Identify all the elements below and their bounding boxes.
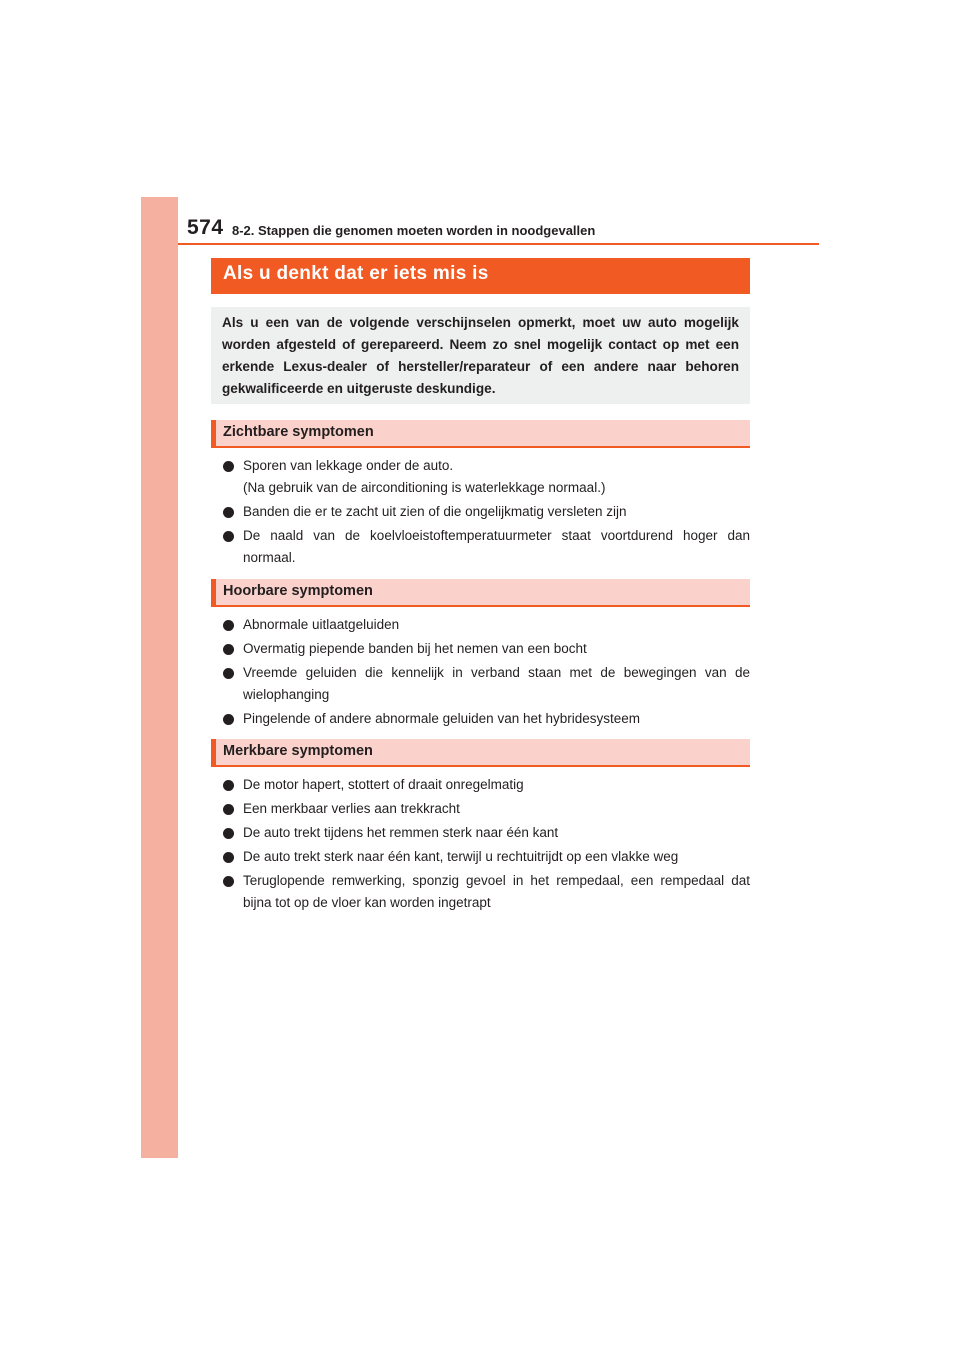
list-item-text: De naald van de koelvloeistoftemperatuurmeter staat voortdurend hoger dan normaal. bbox=[243, 528, 750, 565]
bullet-icon bbox=[223, 876, 234, 887]
list-item bbox=[222, 455, 750, 499]
page-number: 574 bbox=[187, 216, 224, 239]
list-item-text: Overmatig piepende banden bij het nemen van een bocht bbox=[243, 641, 587, 656]
intro-text: Als u een van de volgende verschijnselen opmerkt, moet uw auto mogelijk worden afgesteld of gerepareerd. Neem zo snel mogelijk contact op met een erkende Lexus-dealer of hersteller/reparateur of een andere naar behoren gekwalificeerde en uitgeruste deskundige. bbox=[222, 315, 739, 396]
list-item bbox=[222, 501, 750, 523]
subheading-title: Hoorbare symptomen bbox=[223, 583, 373, 599]
list-item-text: Abnormale uitlaatgeluiden bbox=[243, 617, 400, 632]
list-item-text: Teruglopende remwerking, sponzig gevoel in het rempedaal, een rempedaal dat bijna tot op de vloer kan worden ingetrapt bbox=[243, 873, 750, 910]
bullet-list-hoorbare bbox=[222, 614, 750, 732]
subheading-bar-zichtbare bbox=[211, 420, 750, 448]
list-item bbox=[222, 614, 750, 636]
side-tab-strip bbox=[141, 197, 178, 1158]
bullet-icon bbox=[223, 644, 234, 655]
list-item bbox=[222, 708, 750, 730]
list-item bbox=[222, 774, 750, 796]
list-item-text: Een merkbaar verlies aan trekkracht bbox=[243, 801, 460, 816]
list-item bbox=[222, 870, 750, 914]
subheading-title: Zichtbare symptomen bbox=[223, 424, 374, 440]
bullet-icon bbox=[223, 804, 234, 815]
main-title: Als u denkt dat er iets mis is bbox=[223, 263, 489, 284]
list-item bbox=[222, 638, 750, 660]
bullet-icon bbox=[223, 531, 234, 542]
main-title-bar bbox=[211, 258, 750, 294]
bullet-icon bbox=[223, 461, 234, 472]
header-divider bbox=[178, 243, 819, 245]
bullet-list-zichtbare bbox=[222, 455, 750, 571]
list-item-text: Vreemde geluiden die kennelijk in verband staan met de bewegingen van de wielophanging bbox=[243, 665, 750, 702]
subheading-title: Merkbare symptomen bbox=[223, 743, 373, 759]
bullet-icon bbox=[223, 714, 234, 725]
bullet-icon bbox=[223, 852, 234, 863]
list-item-text: De motor hapert, stottert of draait onregelmatig bbox=[243, 777, 524, 792]
list-item bbox=[222, 525, 750, 569]
list-item bbox=[222, 798, 750, 820]
subheading-bar-hoorbare bbox=[211, 579, 750, 607]
list-item-text: De auto trekt tijdens het remmen sterk naar één kant bbox=[243, 825, 559, 840]
list-item-text: Sporen van lekkage onder de auto. (Na gebruik van de airconditioning is waterlekkage normaal.) bbox=[243, 458, 606, 495]
bullet-icon bbox=[223, 668, 234, 679]
list-item-text: De auto trekt sterk naar één kant, terwijl u rechtuitrijdt op een vlakke weg bbox=[243, 849, 679, 864]
list-item bbox=[222, 822, 750, 844]
subheading-bar-merkbare bbox=[211, 739, 750, 767]
bullet-icon bbox=[223, 620, 234, 631]
intro-box bbox=[211, 307, 750, 404]
bullet-icon bbox=[223, 780, 234, 791]
list-item bbox=[222, 662, 750, 706]
section-path: 8-2. Stappen die genomen moeten worden in noodgevallen bbox=[232, 223, 596, 238]
bullet-icon bbox=[223, 828, 234, 839]
list-item-text: Banden die er te zacht uit zien of die ongelijkmatig versleten zijn bbox=[243, 504, 627, 519]
list-item-text: Pingelende of andere abnormale geluiden van het hybridesysteem bbox=[243, 711, 641, 726]
bullet-list-merkbare bbox=[222, 774, 750, 916]
list-item bbox=[222, 846, 750, 868]
bullet-icon bbox=[223, 507, 234, 518]
